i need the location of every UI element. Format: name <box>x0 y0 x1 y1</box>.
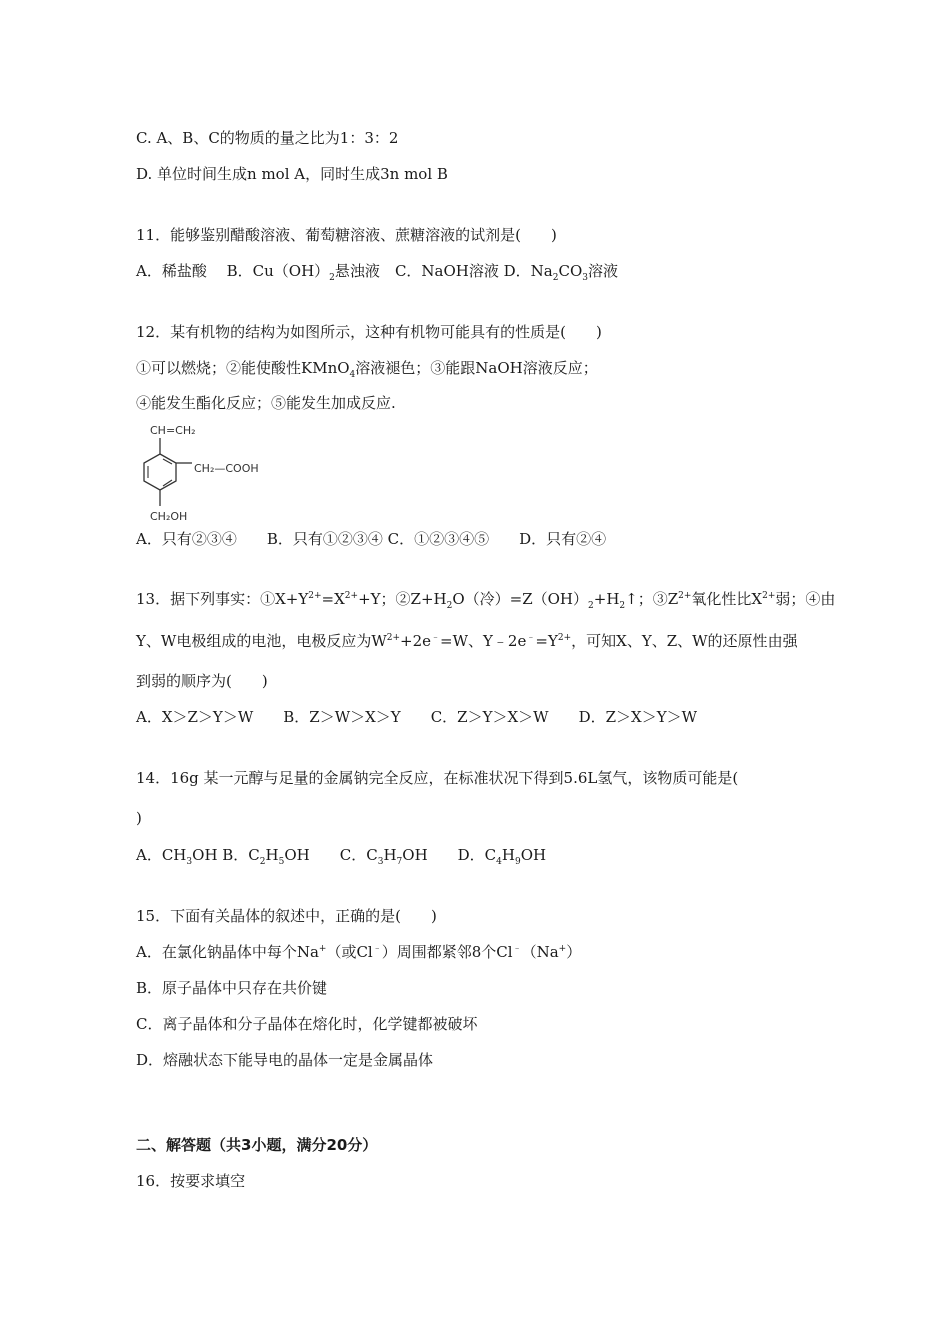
q16-stem: 16．按要求填空 <box>136 1172 246 1190</box>
q10-option-d: D. 单位时间生成n mol A，同时生成3n mol B <box>136 165 448 183</box>
q15-stem: 15．下面有关晶体的叙述中，正确的是( ) <box>136 907 437 925</box>
q11-options: A．稀盐酸 B．$Cu(OH)_2$悬浊液 C．NaOH溶液 D．$Na_2CO_3$溶液 <box>136 262 619 283</box>
hydroxymethyl-group-label: CH₂OH <box>150 510 188 523</box>
q15-option-b: B．原子晶体中只存在共价键 <box>136 979 328 997</box>
q15-option-d: D．熔融状态下能导电的晶体一定是金属晶体 <box>136 1051 434 1069</box>
q12-stem: 12．某有机物的结构为如图所示，这种有机物可能具有的性质是( ) <box>136 323 602 341</box>
q12-property-line-2: ④能发生酯化反应；⑤能发生加成反应. <box>136 394 396 412</box>
q11-stem: 11．能够鉴别醋酸溶液、葡萄糖溶液、蔗糖溶液的试剂是( ) <box>136 226 557 244</box>
q13-stem-line-1: 13．据下列事实：$①X+Y^{2+}=X^{2+}+Y$；$②Z+H_2O$（冷）$=Z(OH)_2+H_2↑$；$③Z^{2+}$氧化性比$X^{2+}$弱；④由 <box>136 590 836 611</box>
carboxymethyl-group-label: CH₂—COOH <box>194 462 259 475</box>
q14-options: A．$CH_3OH$ B．$C_2H_5OH$ C．$C_3H_7OH$ D．$C_4H_9OH$ <box>136 846 547 867</box>
q13-stem-line-3: 到弱的顺序为( ) <box>136 672 268 690</box>
q15-option-a: A．在氯化钠晶体中每个Na+（或Cl﹣）周围都紧邻8个Cl﹣（Na+） <box>136 943 582 961</box>
section-heading: 二、解答题（共3小题，满分20分） <box>136 1136 378 1154</box>
q15-option-c: C．离子晶体和分子晶体在熔化时，化学键都被破坏 <box>136 1015 478 1033</box>
q10-option-c: C. A、B、C的物质的量之比为1：3：2 <box>136 129 399 147</box>
q12-property-line-1: ①可以燃烧；②能使酸性KMnO$_4$溶液褪色；③能跟NaOH溶液反应； <box>136 359 598 380</box>
vinyl-group-label: CH=CH₂ <box>150 424 196 437</box>
q14-stem-close: ) <box>136 809 142 827</box>
q13-options: A．X＞Z＞Y＞W B．Z＞W＞X＞Y C．Z＞Y＞X＞W D．Z＞X＞Y＞W <box>136 708 698 726</box>
q14-stem: 14．16g 某一元醇与足量的金属钠完全反应，在标准状况下得到5.6L氢气，该物质可能是( <box>136 769 739 787</box>
q12-options: A．只有②③④ B．只有①②③④ C．①②③④⑤ D．只有②④ <box>136 530 607 548</box>
molecule-structure-diagram <box>132 420 282 530</box>
q13-stem-line-2: Y、W电极组成的电池，电极反应为$W^{2+}+2e^﹣=W$、$Y﹣2e^﹣=Y^{2+}$，可知X、Y、Z、W的还原性由强 <box>136 632 798 650</box>
